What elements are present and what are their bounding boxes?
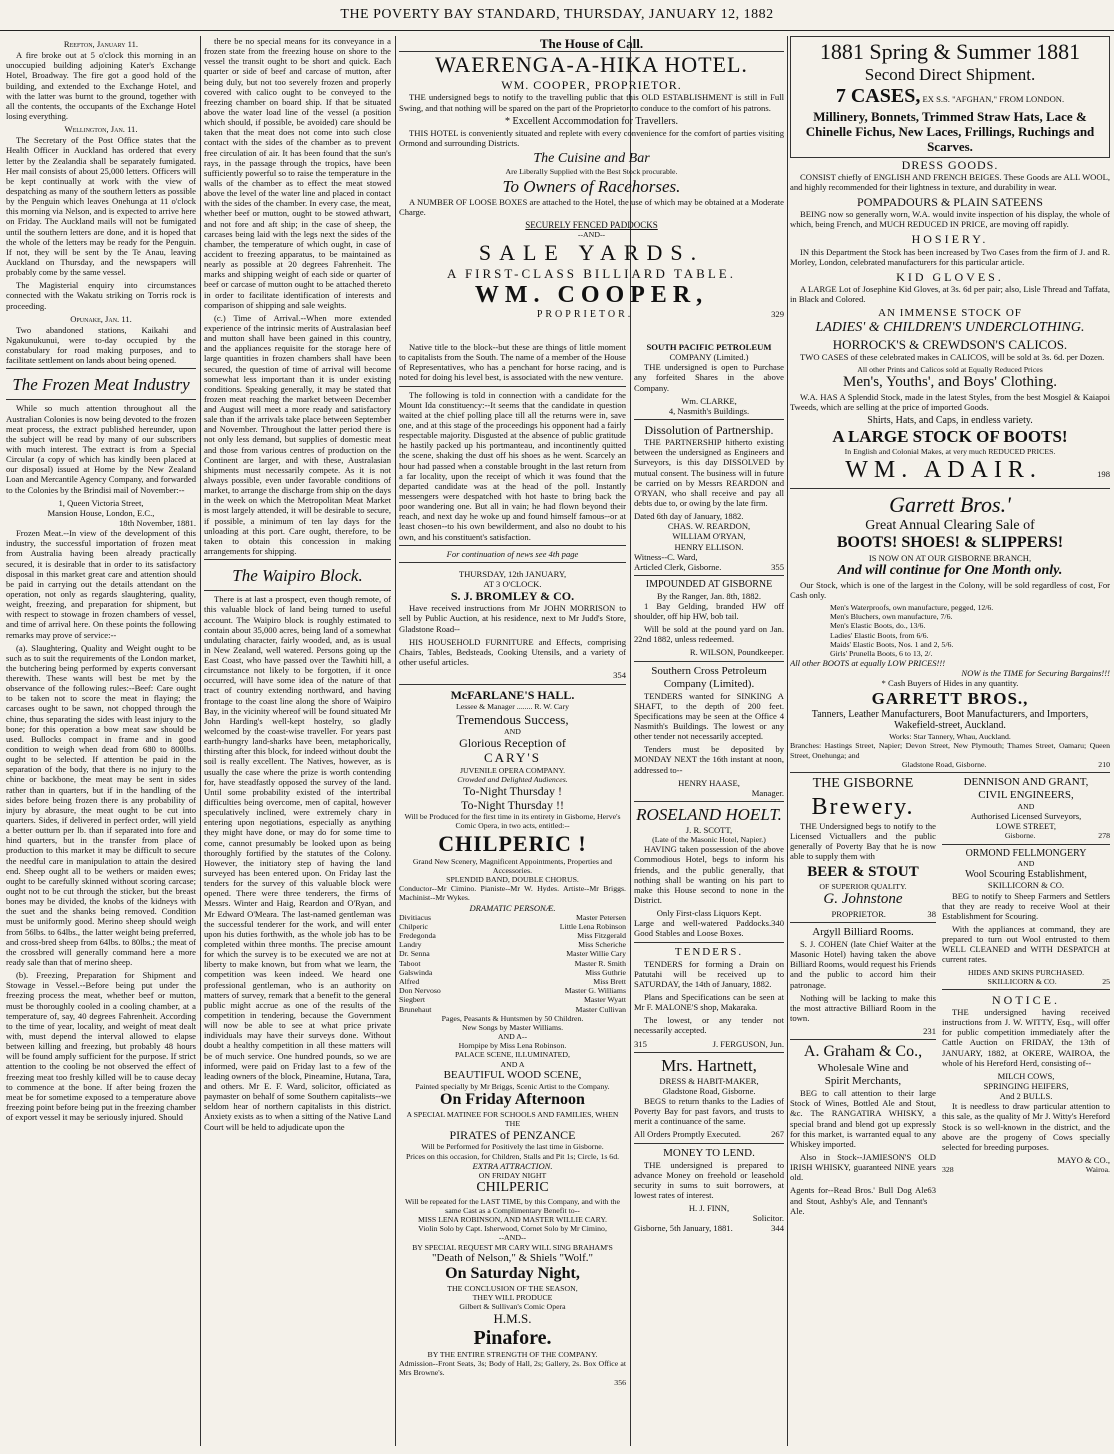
dateline: Wellington, Jan. 11. [64,124,138,135]
hotel-text: --AND-- [577,230,606,240]
masthead: THE POVERTY BAY STANDARD, THURSDAY, JANUARY 12, 1882 [0,0,1114,31]
surveyor-line: CIVIL ENGINEERS, [978,788,1074,801]
hotel-text: Are Liberally Supplied with the Best Stock procurable. [505,167,678,177]
ad-number: 210 [1098,759,1110,769]
brewery-line: THE GISBORNE [812,776,914,791]
ad-title: IMPOUNDED AT GISBORNE [645,578,773,590]
ad-text: Witness--C. Ward, [634,551,698,562]
billiard-text: Nothing will be lacking to make this the most attractive Billiard Room in the town. [790,992,936,1024]
cast-role: Landry [399,940,422,950]
ad-sign: Manager. [751,787,784,798]
racehorses-title: To Owners of Racehorses. [502,176,681,196]
column-6-right [942,776,1110,1216]
ad-sign: H. J. FINN, [688,1203,730,1214]
divider [790,488,1110,489]
column-rule [787,36,788,1446]
hotel-text: THIS HOTEL is conveniently situated and replete with every convenience for the comfort of parties visiting Ormond and surrounding Districts. [399,127,784,148]
ormond-text: BEG to notify to Sheep Farmers and Settlers that they are ready to receive Wool at their Establishment for Scouring. [942,890,1110,921]
ormond-line: ORMOND FELLMONGERY [965,847,1087,859]
section-text: All other Prints and Calicos sold at Equally Reduced Prices [857,365,1043,375]
divider [634,419,784,420]
paragraph: The Magisterial enquiry into circumstances connected with the Wakatu striking on Torris rock is proceeding. [6,280,196,311]
proprietor-label: PROPRIETOR. [536,309,634,321]
hall-line: Crowded and Delighted Audiences. [457,774,568,784]
ad-number: 355 [771,561,784,572]
notice-text: It is needless to draw particular attention to this sale, as the quality of Mr J. Witty's Hereford Stock is so well-known in the district, and the above are the progeny of Cows specially selected for breeding purposes. [942,1101,1110,1152]
surveyor-line: LOWE STREET, [996,821,1056,832]
saturday-title: On Saturday Night, [445,1264,580,1282]
hall-line: To-Night Thursday !! [461,798,564,813]
ad-sign: HENRY ELLISON. [674,541,744,552]
address-line: 1, Queen Victoria Street, [58,497,144,508]
ad-text: TENDERS wanted for SINKING A SHAFT, to the depth of 200 feet. Specifications may be seen at the Office 4 Nasmith's Buildings. The lowest or any other tender not necessarily accepted. [634,690,784,742]
garrett-text: * Cash Buyers of Hides in any quantity. [881,678,1019,689]
garrett-text: Gladstone Road, Gisborne. [901,759,987,769]
ad-number: 25 [1102,976,1110,986]
cast-role: Siegbert [399,995,425,1005]
ad-sign: Wm. CLARKE, [681,395,737,406]
hall-line: SPLENDID BAND, DOUBLE CHORUS. [446,874,579,884]
hall-line: New Songs by Master Williams. [461,1022,564,1032]
ad-text: The lowest, or any tender not necessarily accepted. [634,1015,784,1036]
cast-role: Don Nervoso [399,986,441,996]
hall-line: A SPECIAL MATINEE FOR SCHOOLS AND FAMILIES, WHEN THE [406,1109,619,1129]
hotel-text: THE undersigned begs to notify to the travelling public that this OLD ESTABLISHMENT is still in Full Swing, and that nothing will be spared on the part of the Proprietor to conduce to the comfort of his patrons. [399,92,784,113]
ad-sign: 4, Nasmith's Buildings. [668,405,750,416]
garrett-line: Great Annual Clearing Sale of [865,517,1035,533]
hall-line: BY THE ENTIRE STRENGTH OF THE COMPANY. [427,1350,598,1360]
paragraph: A fire broke out at 5 o'clock this morning in an unoccupied building adjoining Kater's Exchange Hotel, Broadway. The fire got a good hold of the building, and extended to the Exchange Hotel, and with the latter was burnt to the ground, together with all the contents, the occupants of the Exchange Hotel losing everything. [6,50,196,121]
section-title: POMPADOURS & PLAIN SATEENS [857,195,1043,210]
hall-line: Admission--Front Seats, 3s; Body of Hall, 2s; Gallery, 2s. Box Office at Mrs Browne's. [399,1359,626,1378]
divider [942,989,1110,990]
hall-line: "Death of Nelson," & Shiels "Wolf." [432,1251,593,1264]
ormond-line: Wool Scouring Establishment, [965,868,1087,880]
hall-line: Pages, Peasants & Huntsmen by 50 Children. [441,1013,584,1023]
ad-number: 329 [771,309,784,320]
hall-line: Gilbert & Sullivan's Comic Opera [459,1301,566,1311]
garrett-text: Works: Star Tannery, Whau, Auckland. [889,732,1011,742]
ad-number: 356 [614,1377,626,1387]
hall-line: Glorious Reception of [459,736,566,751]
garrett-name: GARRETT BROS., [871,688,1029,708]
hotel-name: WAERENGA-A-HIKA HOTEL. [435,52,748,78]
ad-number: 344 [771,1223,784,1234]
garrett-line: And will continue for One Month only. [837,563,1063,579]
garrett-text: Branches: Hastings Street, Napier; Devon Street, New Plymouth; Thames Street, Oamaru; Queen Street, Onehunga; and [790,741,1110,760]
ad-sign: Solicitor. [752,1213,784,1224]
right-block [790,36,1110,1446]
section-text: TWO CASES of these celebrated makes in CALICOS, will be sold at 3s. 6d. per Dozen. [800,352,1105,363]
notice-line: SPRINGING HEIFERS, [983,1081,1069,1092]
hall-line: AND A-- [497,1032,528,1042]
garrett-text: All other BOOTS at equally LOW PRICES!!! [790,658,946,669]
hotel-header: The House of Call. [399,36,784,52]
cast-row [399,995,626,1004]
cast-actor: Miss Scheriche [578,940,626,950]
continuation-note: For continuation of news see 4th page [446,548,579,559]
auctioneer: S. J. BROMLEY & CO. [450,589,575,604]
ad-number: 231 [923,1026,936,1037]
ad-title: TENDERS. [674,945,744,958]
divider [204,590,391,591]
graham-line: Spirit Merchants, [824,1075,902,1088]
paragraph: The Secretary of the Post Office states that the Health Officer in Auckland has ordered that every letter by the Zealandia shall be separately fumigated. Her mail consists of about 25,000 letters. Officers will be kept continually at work with the view of despatching as many of the southern letters as possible by the Penguin which leaves Onehunga at 11 o'clock this morning via Nelson, and is expected to arrive here on Friday. The Auckland mails will not be fumigated until the southern letters are done, and it is hoped that the whole of the letters may be ready for the Penguin. If not, they will be sent by the Te Anau, leaving Auckland on Thursday, and the newspapers will probably come by the same vessel. [6,135,196,278]
ad-text: 1 Bay Gelding, branded HW off shoulder, off hip HW, bob tail. [634,600,784,622]
hall-line: Conductor--Mr Cimino. Pianiste--Mr W. Hydes. Artiste--Mr Briggs. Machinist--Mr Wykes. [399,884,626,903]
ad-text: Gisborne, 5th January, 1881. [634,1223,733,1234]
divider [399,386,626,387]
ad-text: All Orders Promptly Executed. [634,1129,741,1140]
matinee-title: On Friday Afternoon [440,1091,585,1109]
millinery-list: Millinery, Bonnets, Trimmed Straw Hats, Lace & Chinelle Fichus, New Laces, Frillings, Ruchings and Scarves. [805,108,1095,155]
ormond-line: SKILLICORN & CO. [987,880,1065,891]
surveyor-line: Gisborne. [1004,831,1036,841]
surveyor-line: AND [1017,801,1035,811]
paragraph: Native title to the block--but these are things of little moment to capitalists from the South. The name of a member of the House of Representatives, who has a penchant for horse racing, and is noted for doing his level best, is associated with the new venture. [399,342,626,383]
garrett-text: Our Stock, which is one of the largest in the Colony, will be sold regardless of cost, For Cash only. [790,579,1110,600]
hall-line: MISS LENA ROBINSON, AND MASTER WILLIE CARY. [417,1215,608,1225]
paragraph: Frozen Meat.--In view of the development of this industry, the successful importation of frozen meat from Australia having been already practically secured, it is desirable that in order to its satisfactory disposal in this market great care and attention should be paid in carrying out the details attendant on the operation, not only as regards slaughtering, quality, weight, freezing, and preparation for shipment, but with respect to stowage in frozen chambers of vessel, and time of arrival here. On these points the following remarks may prove of service:-- [6,528,196,640]
paragraph: The following is told in connection with a candidate for the Mount Ida constituency:--It seems that the candidate in question waited at the chief polling place till all the returns were in, save one, and at this stage of the proceedings his opponent had a fairly respectable majority. Disgusted at the absence of public gratitude he hastily packed up his portmanteau, and incontinently quitted the scene, shaking the dust off his shoes as he went. Scarcely an hour had passed when a constable brought in the last return from a far locality, upon the receipt of which it was found that the departed candidate was at the head of the poll. Instantly messengers were despatched with hot haste to bring back the poor wandering one. But all in vain; he had flown beyond their reach, and next day he woke up and found himself famous--or at least chosen--to his own bewilderment, and also no doubt to his own, and his constituent's satisfaction. [399,389,626,542]
divider [790,772,1110,773]
ad-title: SOUTH PACIFIC PETROLEUM [646,342,772,352]
ormond-text: With the appliances at command, they are prepared to turn out Wool entrusted to them WELL CLEANED and WITH DESPATCH at current rates. [942,923,1110,965]
section-text: CONSIST chiefly of ENGLISH AND FRENCH BEIGES. These Goods are ALL WOOL, and highly recommended for their lightness in texture, and durability in wear. [790,171,1110,192]
hall-line: Grand New Scenery, Magnificent Appointments, Properties and Accessories. [412,856,613,875]
cases-source: EX S.S. "AFGHAN," FROM LONDON. [922,94,1065,104]
graham-text: Also in Stock--JAMIESON'S OLD IRISH WHISKY, guaranteed NINE years old. [790,1151,936,1183]
cast-row [399,977,626,986]
dramatis-heading: DRAMATIC PERSONÆ. [469,902,556,913]
hall-line: THE CONCLUSION OF THE SEASON, [447,1283,578,1293]
section-text: In English and Colonial Makes, at very much REDUCED PRICES. [844,447,1056,457]
ad-text: By the Ranger, Jan. 8th, 1882. [657,590,761,601]
billiard-title: Argyll Billiard Rooms. [812,926,914,939]
ad-text: HAVING taken possession of the above Commodious Hotel, begs to inform his friends, and the public generally, that nothing shall be wanting on his part to make this House second to none in the District. [634,844,784,906]
ad-text: (Late of the Masonic Hotel, Napier.) [652,835,766,845]
hall-line: Will be Produced for the first time in its entirety in Gisborne, Herve's Comic Opera, in two acts, entitled:-- [404,812,621,831]
divider [6,399,196,400]
column-4 [634,342,784,1442]
divider [399,545,626,546]
sale-text: Have received instructions from Mr JOHN MORRISON to sell by Public Auction, at his residence, next to Mr Judd's Store, Gladstone Road-- [399,603,626,634]
notice-line: And 2 BULLS. [999,1091,1053,1102]
ad-text: TENDERS for forming a Drain on Patutahi will be received up to SATURDAY, the 14th of January, 1882. [634,958,784,989]
garrett-line: BOOTS! SHOES! & SLIPPERS! [836,534,1064,552]
paragraph: (a). Slaughtering, Quality and Weight ought to be such as to suit the requirements of the London market, the butchering being performed by experts conversant therewith. These wants will best be met by the observance of the following rules:--Beef: Care ought to be taken not to score the meat in flaying; the carcases ought to be sawn, not chopped through the chine, thus separating the sides with least injury to the bone; for this operation a bow meat saw should be used. Bullocks compact in frame and in good condition to weigh when dead from 680 to 800lbs. ought to be selected. If attention be paid in the separation of the body, that there is no injury to the chine or backbone, the meat may be sent in sides rather than in quarters, but if in the handling of the sides before being frozen there is any probability of injury by abrasure, the meat ought to be cut into quarters. Sides, if delivered in perfect order, will yield a better outturn per lb. than if separated into fore and hind quarters, but in the transfer from place of production to this market it may be difficult to secure the needful care in manipulation to attain the desired end. Sheep ought all to be wethers or maiden ewes; ought to be carefully skinned without scoring carcase; ought not to be cut through the sticker, but the breast bones may be divided, the knobs of the kidneys with the suet and the shanks being removed. Condition must be uniformly good. Merino sheep should weigh from 56lbs. to 64lbs., the latter weight being preferred, and cross-bred sheep from 64lbs. to 80lbs.; the meat of the crossbred will generally command here a more ready sale than that of merino sheep. [6,642,196,967]
section-title: HORROCK'S & CREWDSON'S CALICOS. [832,336,1068,352]
section-title: Men's, Youths', and Boys' Clothing. [843,374,1057,391]
price-line: Ladies' Elastic Boots, from 6/6. [830,630,929,640]
ad-title: MONEY TO LEND. [663,1146,755,1159]
column-rule [200,36,201,1446]
cast-row [399,1005,626,1014]
ad-text: Plans and Specifications can be seen at Mr F. MALONE'S shop, Makaraka. [634,991,784,1013]
ad-text: Gladstone Road, Gisborne. [662,1085,756,1096]
billiard-text: S. J. COHEN (late Chief Waiter at the Masonic Hotel) having taken the above Billiard Rooms, would request his Friends and the public to accord him their patronage. [790,939,936,990]
divider [634,942,784,943]
surveyor-line: DENNISON AND GRANT, [963,776,1089,788]
hall-line: CARY'S [484,750,541,766]
cases-count: 7 CASES, [835,85,921,107]
ormond-line: AND [1017,859,1035,869]
cast-actor: Master Willie Cary [566,949,626,959]
ormond-line: HIDES AND SKINS PURCHASED. [967,967,1085,977]
price-line: Men's Waterproofs, own manufacture, pegged, 12/6. [830,603,994,613]
ad-sign: J. R. SCOTT, [685,825,733,835]
shipment-title: Second Direct Shipment. [864,64,1036,84]
hall-line: --AND-- [498,1233,527,1243]
hotel-cuisine: The Cuisine and Bar [533,150,650,166]
cast-role: Taboot [399,958,421,968]
divider [6,368,196,369]
hall-title: McFARLANE'S HALL. [450,688,575,703]
column-1 [6,36,196,1446]
hotel-text: A NUMBER OF LOOSE BOXES are attached to the Hotel, the use of which may be obtained at a Moderate Charge. [399,196,784,217]
cast-actor: Little Lena Robinson [559,921,626,931]
paragraph: (c.) Time of Arrival.--When more extended experience of the intrinsic merits of Australasian beef and mutton shall have been gained in this country, and the appliances requisite for the storage here of large quantities in frozen chambers shall have been secured, the question of time of arrival will become somewhat less important than it is under existing conditions. Speaking generally, it may be stated that frozen meat reaching the market between December and August will meet a more ready and satisfactory sale than if the arrivals take place between September and November. Throughout the latter period there is not only less demand, but supplies of domestic meat and those from various centres of production on the Continent are larger, and with these, Australasian shipments must necessarily compete. As it is not always possible, even under favorable conditions of market, to arrange the discharge from ship on the days in the week on which the Metropolitan Meat Market is most largely attended, it will be desirable to secure, if possible, a minimum of ten lay days for the unloading at this port. Care ought, therefore, to be taken to obtain this concession in making arrangements for shipping. [204,312,391,557]
garrett-line: IS NOW ON AT OUR GISBORNE BRANCH, [868,553,1032,564]
brewery-title: Brewery. [811,793,915,820]
cast-row [399,940,626,949]
surveyor-line: Authorised Licensed Surveyors, [970,811,1082,822]
cast-role: Galswinda [399,967,433,977]
ad-number: 315 [634,1038,647,1049]
notice-text: THE undersigned having received instructions from J. W. WITTY, Esq., will offer for public competition immediately after the Cattle Auction on FRIDAY, the 13th of JANUARY, 1882, at OKERE, WAIROA, the whole of his Hereford Herd, consisting of-- [942,1007,1110,1068]
graham-line: Wholesale Wine and [817,1062,909,1075]
ad-text: Will be sold at the pound yard on Jan. 22nd 1882, unless redeemed. [634,624,784,645]
ad-sign: R. WILSON, Poundkeeper. [689,647,784,658]
ad-title: Mrs. Hartnett, [661,1055,757,1075]
garrett-text: Tanners, Leather Manufacturers, Boot Manufacturers, and Importers, Wakefield-street, Auckland. [811,708,1089,732]
cast-row [399,931,626,940]
hall-line: AND [504,726,521,736]
divider [634,661,784,662]
sale-date: THURSDAY, 12th JANUARY, [458,568,567,579]
cast-row [399,922,626,931]
brewery-line: PROPRIETOR. [831,908,886,919]
divider [634,1052,784,1053]
cast-list [399,913,626,1014]
ad-text: Large and well-watered Paddocks. Good Stables and Loose Boxes. [634,918,772,939]
notice-line: MAYO & CO., [1057,1155,1110,1165]
ad-number: 340 [771,918,784,929]
notice-title: NOTICE. [992,992,1060,1007]
cast-actor: Master Petersen [575,912,626,922]
brewery-line: BEER & STOUT [807,864,919,881]
section-title: LADIES' & CHILDREN'S UNDERCLOTHING. [815,320,1085,336]
hotel-proprietor: WM. COOPER, PROPRIETOR. [501,78,682,93]
ad-title: ROSELAND HOELT. [636,804,782,824]
hall-line: CHILPERIC [476,1180,549,1196]
column-6-left [790,776,936,1216]
section-text: BEING now so generally worn, W.A. would invite inspection of his display, the whole of which, being French, and MUCH REDUCED IN PRICE, are moving off rapidly. [790,209,1110,230]
cast-row [399,968,626,977]
sale-yards: SALE YARDS. [478,239,705,265]
billiard-line: A FIRST-CLASS BILLIARD TABLE. [447,265,736,281]
ormond-line: SKILLICORN & CO. [987,976,1057,986]
cast-row [399,986,626,995]
garrett-text: NOW is the TIME for Securing Bargains!!! [961,668,1110,679]
price-line: Men's Elastic Boots, do., 13/6. [830,621,926,631]
divider [399,562,626,563]
ad-text: THE undersigned is open to Purchase any forfeited Shares in the above Company. [634,362,784,393]
ad-text: THE PARTNERSHIP hitherto existing between the undersigned as Engineers and Surveyors, is this day DISSOLVED by mutual consent. The business will in future be carried on by Messrs REARDON and O'RYAN, who shall receive and pay all debts due to, or owing by the late firm. [634,437,784,508]
ad-text: BEGS to return thanks to the Ladies of Poverty Bay for past favors, and trusts to merit a continuance of the same. [634,1096,784,1127]
adair-name: WM. ADAIR. [845,457,1042,484]
brewery-text: THE Undersigned begs to notify to the Licensed Victuallers and the public generally of Poverty Bay that he is now able to supply them with [790,820,936,862]
ad-title: COMPANY (Limited.) [669,352,749,363]
sale-items: HIS HOUSEHOLD FURNITURE and Effects, comprising Chairs, Tables, Bedsteads, Cooking Utensils, and a variety of other useful articles. [399,636,626,667]
ad-sign: J. FERGUSON, Jun. [712,1038,784,1049]
paragraph: there be no special means for its conveyance in a frozen state from the freezing house on shore to the vessel the transit ought to be short and quick. Each quarter or side of beef and carcase of mutton, after being duly, but not too severely frozen and properly covered with calico ought to be conveyed to the freezing chamber on board ship. If that be situated above the water load line of the vessel (a position which should, if possible, be avoided) care should be taken that the meat does not come into such close contact with the sides of the chamber as to prevent free circulation of air. It has been found that the sun's rays, in the passage through the tropics, have been sufficiently powerful so to raise the temperature in the walls of the chamber as to effect the meat stowed above the level of the water line and placed in contact with the sides of the chamber. In every case, the meat, whether beef or mutton, ought to be stowed athwart, and not fore and aft ship; in the case of sheep, the carcases being laid with the legs next the sides of the chamber, the temperature of which ought, in case of accident to freezing apparatus, to be maintained as nearly as possible at 20 degrees Fahrenheit. The marks and shipping weight of each side or quarter of beef or carcase of mutton ought to be attached thereto in order to facilitate identification of interests and comparison of shipping and sale weights. [204,36,391,310]
notice-line: Wairoa. [1085,1165,1110,1175]
divider [942,844,1110,845]
cast-actor: Master Cullivan [575,1004,626,1014]
ad-sign: HENRY HAASE, [678,777,740,788]
section-title: KID GLOVES. [896,269,1004,284]
section-text: Shirts, Hats, and Caps, in endless variety. [867,415,1033,427]
section-title: A LARGE STOCK OF BOOTS! [832,427,1068,447]
ad-sign: WILLIAM O'RYAN, [672,531,746,542]
section-text: W.A. HAS A Splendid Stock, made in the latest Styles, from the best Mosgiel & Kaiapoi Tweeds, which are selling at the price of imported Goods. [790,392,1110,413]
hall-line: JUVENILE OPERA COMPANY. [459,765,566,775]
column-2 [204,36,391,1446]
dateline: Reefton, January 11. [63,39,139,49]
section-title: DRESS GOODS. [901,157,999,172]
hotel-text: SECURELY FENCED PADDOCKS [525,219,658,230]
article-heading: The Waipiro Block. [232,566,363,586]
auction-ad [399,566,626,685]
hall-line: BY SPECIAL REQUEST MR CARY WILL SING BRAHAM'S [412,1242,613,1252]
cast-role: Alfred [399,976,420,986]
section-title: HOSIERY. [911,232,989,247]
divider [790,1039,936,1040]
hall-line: H.M.S. [493,1311,532,1327]
section-title: AN IMMENSE STOCK OF [878,307,1022,320]
ad-text: THE undersigned is prepared to advance Money on freehold or leasehold security in sums to suit borrowers, at lowest rates of interest. [634,1159,784,1200]
paragraph: Two abandoned stations, Kaikahi and Ngakunukunui, were to-day occupied by the constabulary for road making purposes, and to facilitate settlement on lands about being opened. [6,324,196,366]
ad-number: 278 [1098,831,1110,841]
pinafore-title: Pinafore. [473,1326,552,1349]
section-text: A LARGE Lot of Josephine Kid Gloves, at 3s. 6d per pair; also, Lisle Thread and Taffata, in Black and Colored. [790,284,1110,305]
address-line: 18th November, 1881. [119,517,196,528]
ad-title: Dissolution of Partnership. [644,422,774,437]
hotel-text: * Excellent Accommodation for Travellers. [504,115,679,127]
brewery-line: G. Johnstone [823,891,903,908]
column-rule [395,36,396,1446]
ad-number: 328 [942,1165,954,1175]
lessee: Lessee & Manager ........ R. W. Cary [455,702,570,712]
hotel-ad [399,36,784,336]
divider [634,1143,784,1144]
hall-line: EXTRA ATTRACTION. [472,1160,553,1171]
dateline: Opunake, Jan. 11. [70,313,132,324]
notice-line: MILCH COWS, [997,1070,1055,1081]
ad-title: Southern Cross Petroleum Company (Limited). [651,664,767,690]
ad-number: 198 [1097,469,1110,480]
pirates-title: PIRATES of PENZANCE [449,1128,576,1143]
price-line: Girls' Prunella Boots, 6 to 13, 2/. [830,649,933,658]
cast-role: Brunehaut [399,1004,432,1014]
price-line: Men's Bluchers, own manufacture, 7/6. [830,612,953,622]
hall-line: PALACE SCENE, ILLUMINATED, [455,1050,570,1060]
section-text: IN this Department the Stock has been increased by Two Cases from the firm of J. and R. Morley, London, celebrated manufacturers for this particular article. [790,246,1110,267]
garrett-title: Garrett Bros.' [889,491,1011,517]
hall-line: Painted specially by Mr Briggs, Scenic Artist to the Company. [415,1081,610,1091]
hall-line: ON FRIDAY NIGHT [478,1170,547,1180]
cast-role: Divitiacus [399,912,432,922]
hall-line: To-Night Thursday ! [463,783,562,798]
cast-actor: Miss Brett [593,976,626,986]
cast-actor: Master Wyatt [583,995,626,1005]
cooper-name: WM. COOPER, [474,281,709,308]
hall-line: Hornpipe by Miss Lena Robinson. [458,1041,567,1051]
cast-actor: Miss Guthrie [585,967,626,977]
hall-line: Tremendous Success, [456,711,569,727]
cast-actor: Master G. Williams [564,986,626,996]
hall-line: Will be Performed for Positively the last time in Gisborne. [421,1142,604,1152]
season-banner: 1881 Spring & Summer 1881 [819,39,1081,64]
ad-number: 38 [927,908,936,919]
ad-text: Articled Clerk, Gisborne. [634,561,722,572]
hall-line: Violin Solo by Capt. Isherwood, Cornet Solo by Mr Cimino, [418,1224,607,1234]
column-3 [399,342,626,1442]
address-line: Mansion House, London, E.C., [47,507,155,518]
graham-text: Agents for--Read Bros.' Bull Dog Ale and Stout, Ashby's Ale, and Tennant's Ale. [790,1185,928,1216]
cast-role: Chilperic [399,921,429,931]
price-line: Maids' Elastic Boots, Nos. 1 and 2, 5/6. [830,639,954,649]
hall-line: THEY WILL PRODUCE [472,1292,553,1302]
cast-actor: Master R. Smith [574,958,626,968]
cast-actor: Miss Fitzgerald [577,931,626,941]
opera-title: CHILPERIC ! [438,830,587,856]
cast-row [399,949,626,958]
ad-sign: CHAS. W. REARDON, [667,521,751,532]
ad-text: Dated 6th day of January, 1882. [634,511,744,522]
brewery-line: OF SUPERIOR QUALITY. [819,882,907,892]
graham-text: BEG to call attention to their large Stock of Wines, Bottled Ale and Stout, &c. The RANGATIRA WHISKY, a special brand and blend got up expressly for this market, is warranted equal to any Whiskey imported. [790,1088,936,1149]
hall-line: BEAUTIFUL WOOD SCENE, [443,1068,582,1081]
cast-row [399,959,626,968]
paragraph: There is at last a prospect, even though remote, of this valuable block of land being turned to useful account. The Waipiro block is roughly estimated to contain about 35,000 acres, being land of a somewhat undulating character, fairly wooded, and, as is usual in New Zealand, well watered. Persons going up the East Coast, who have passed over the Tawhiti hill, a circumstance not likely to be forgotten, if it once occurred, will have some idea of the nature of that tract of country extending northward, and having frontage to the coast line along the shore of Waipiro Bay, in the vicinity whereof will be found situated Mr John Harding's well-kept hostelry, so gladly welcomed by the coast-wise traveller. For years past earth-hungry land-sharks have been, metaphorically, thirsting after this block, for indeed without doubt the soil is really excellent. The Natives, however, as is usually the case where the prize is worth contending for, have steadfastly opposed the survey of the land. Until some probability existed of the intertribal difficulties being overcome, men of capital, however speculatively inclined, were extremely chary in entering upon negotiations, especially as anything they might have done, or may do for some time to come, cannot presumably be looked upon as being thoroughly fortified by the statutes of the Colony. However, the initiatory step of having the land surveyed has been entered upon. On Friday last the tenders for the survey of this valuable block were opened. There were three tenderers, the firms of Messrs. Winter and Haig, Reardon and O'Ryan, and Mr Edward O'Meara. The last-named gentleman was the successful tenderer for the work, and will enter upon his duties forthwith, as the whole job has to be completed within three months. The precise amount for which the survey is to be executed we are not at liberty to make known, but from what we learn, the competition was keen indeed. We heard one professional gentleman, who is an authority on matters of survey, remark that a benefit to the general public might accrue as one of the results of the competition in tendering, because the Government will now be able to see at what price private individuals may have their surveys done. Without doubt a healthy competition in all these matters will be of much service. One hundred pounds, so we are informed, were paid on Friday last to a few of the leading owners of the block, Pineamine, Hutana, Tara, and others. Mr E. F. Ward, solicitor, officiated as paymaster on behalf of some Southern capitalists--we seldom hear of northern capitalists in this district. Anxiety exists as to when a sitting of the Native Land Court will be held to adjudicate upon the [204,594,391,1132]
sale-time: AT 3 O'CLOCK. [483,578,542,589]
ad-number: 63 [927,1185,936,1196]
divider [204,559,391,560]
ad-text: Only First-class Liquors Kept. [656,908,762,919]
divider [634,801,784,802]
cast-role: Fredegonda [399,931,436,941]
ad-text: Tenders must be deposited by MONDAY NEXT the 16th instant at noon, addressed to-- [634,744,784,775]
paragraph: While so much attention throughout all the Australian Colonies is now being devoted to the frozen meat process, the extract published hereunder, upon the subject will be read by many of our subscribers with much interest. The extract is from a Special Circular (a copy of which has kindly been placed at our disposal) issued at Home by the New Zealand Loan and Mercantile Agency Company, and forwarded to the Colonies by the Brindisi mail of November:-- [6,403,196,495]
cast-row [399,913,626,922]
paragraph: (b). Freezing, Preparation for Shipment and Stowage in Vessel.--Before being put under the freezing process the meat, whether beef or mutton, must be thoroughly cooled in a cooling chamber, at a temperature of, say, 40 degrees Fahrenheit. According to the time of year, locality, and weight of meat dealt with, must depend the interval allowed to elapse between killing and freezing, but probably 48 hours will be found amply sufficient for the purpose. If strict attention to the cooling be not observed the effect of freezing meat too freshly killed will be to cause decay to commence at the bone. If after being frozen the meat be for sometime exposed to a temperature above freezing point before being put in the freezing chamber of export vessel it may be seriously injured. Should [6,970,196,1123]
ad-number: 354 [613,670,626,681]
divider [790,922,936,923]
hall-line: Prices on this occasion, for Children, Stalls and Pit 1s; Circle, 1s 6d. [405,1151,620,1161]
graham-title: A. Graham & Co., [803,1043,923,1061]
hall-line: AND A [500,1059,525,1069]
ad-text: DRESS & HABIT-MAKER, [659,1075,759,1086]
article-heading: The Frozen Meat Industry [12,375,190,395]
ad-number: 267 [771,1129,784,1140]
hall-line: Will be repeated for the LAST TIME, by this Company, and with the same Cast as a Complimentary Benefit to-- [405,1196,620,1215]
divider [634,575,784,576]
cast-role: Dr. Senna [399,949,430,959]
